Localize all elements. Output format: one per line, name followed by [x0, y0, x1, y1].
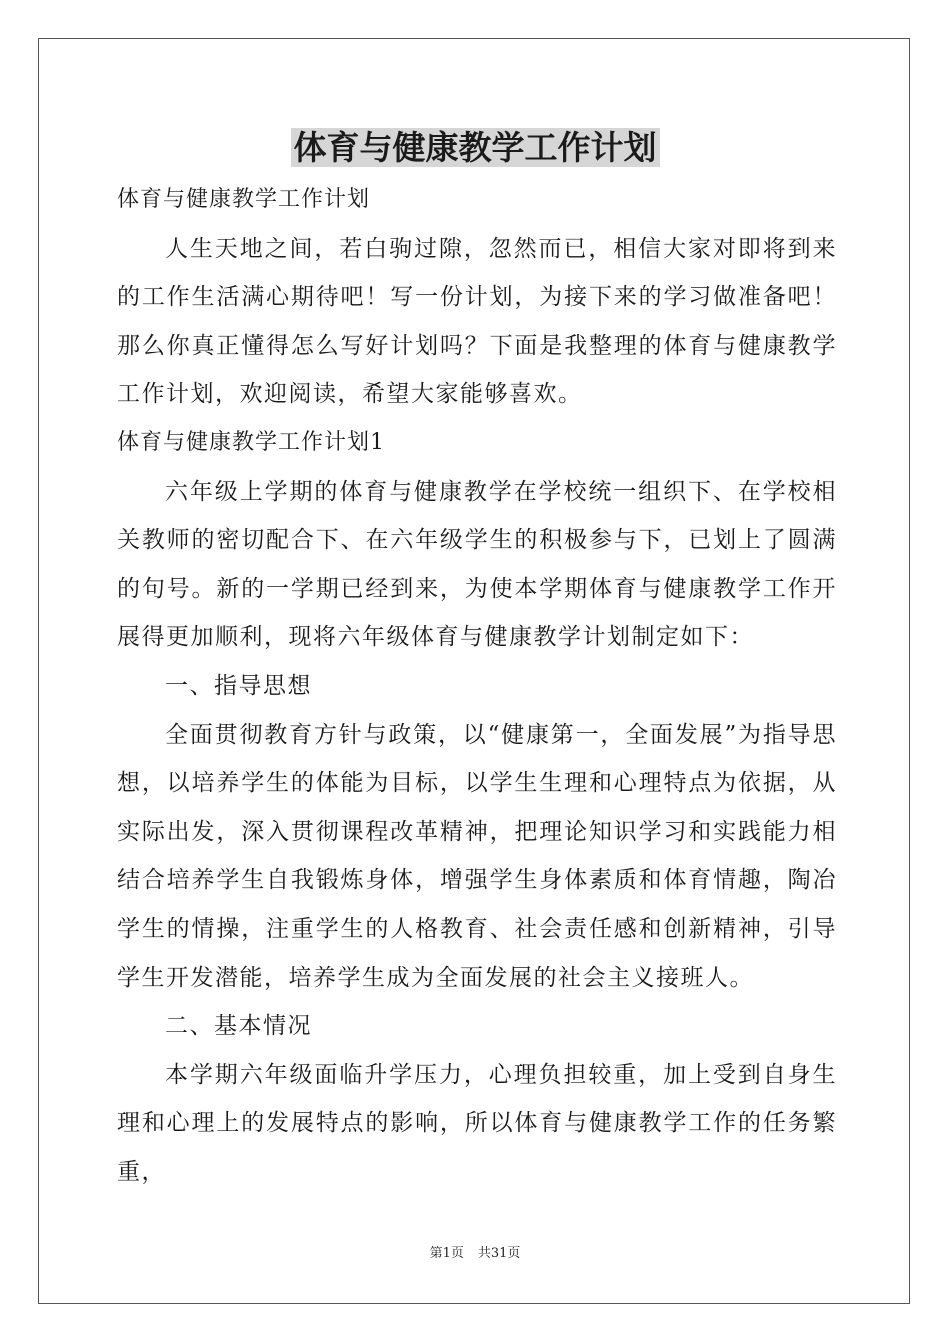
page-total: 共31页	[477, 1246, 521, 1261]
plan-intro-paragraph: 六年级上学期的体育与健康教学在学校统一组织下、在学校相关教师的密切配合下、在六年级学生的积极参与下，已划上了圆满的句号。新的一学期已经到来，为使本学期体育与健康教学工作开展得更加顺利，现将六年级体育与健康教学计划制定如下：	[117, 478, 837, 651]
page-footer	[0, 1244, 950, 1264]
section-heading-plan-1: 体育与健康教学工作计划1	[117, 429, 385, 455]
basic-situation-paragraph: 本学期六年级面临升学压力，心理负担较重，加上受到自身生理和心理上的发展特点的影响，所以体育与健康教学工作的任务繁重，	[117, 1061, 837, 1185]
intro-paragraph: 人生天地之间，若白驹过隙，忽然而已，相信大家对即将到来的工作生活满心期待吧！写一份计划，为接下来的学习做准备吧！那么你真正懂得怎么写好计划吗？下面是我整理的体育与健康教学工作计划，欢迎阅读，希望大家能够喜欢。	[117, 235, 837, 408]
page-number: 第1页	[429, 1246, 464, 1261]
heading-basic-situation: 二、基本情况	[165, 1013, 312, 1040]
document-title-text: 体育与健康教学工作计划	[291, 128, 660, 167]
subtitle-line: 体育与健康教学工作计划	[117, 187, 371, 212]
document-title	[0, 124, 950, 172]
guiding-thought-paragraph: 全面贯彻教育方针与政策，以“健康第一，全面发展”为指导思想，以培养学生的体能为目标，以学生生理和心理特点为依据，从实际出发，深入贯彻课程改革精神，把理论知识学习和实践能力相结合培养学生自我锻炼身体，增强学生身体素质和体育情趣，陶冶学生的情操，注重学生的人格教育、社会责任感和创新精神，引导学生开发潜能，培养学生成为全面发展的社会主义接班人。	[117, 721, 837, 991]
heading-guiding-thought: 一、指导思想	[165, 672, 312, 699]
document-body	[117, 176, 837, 1196]
